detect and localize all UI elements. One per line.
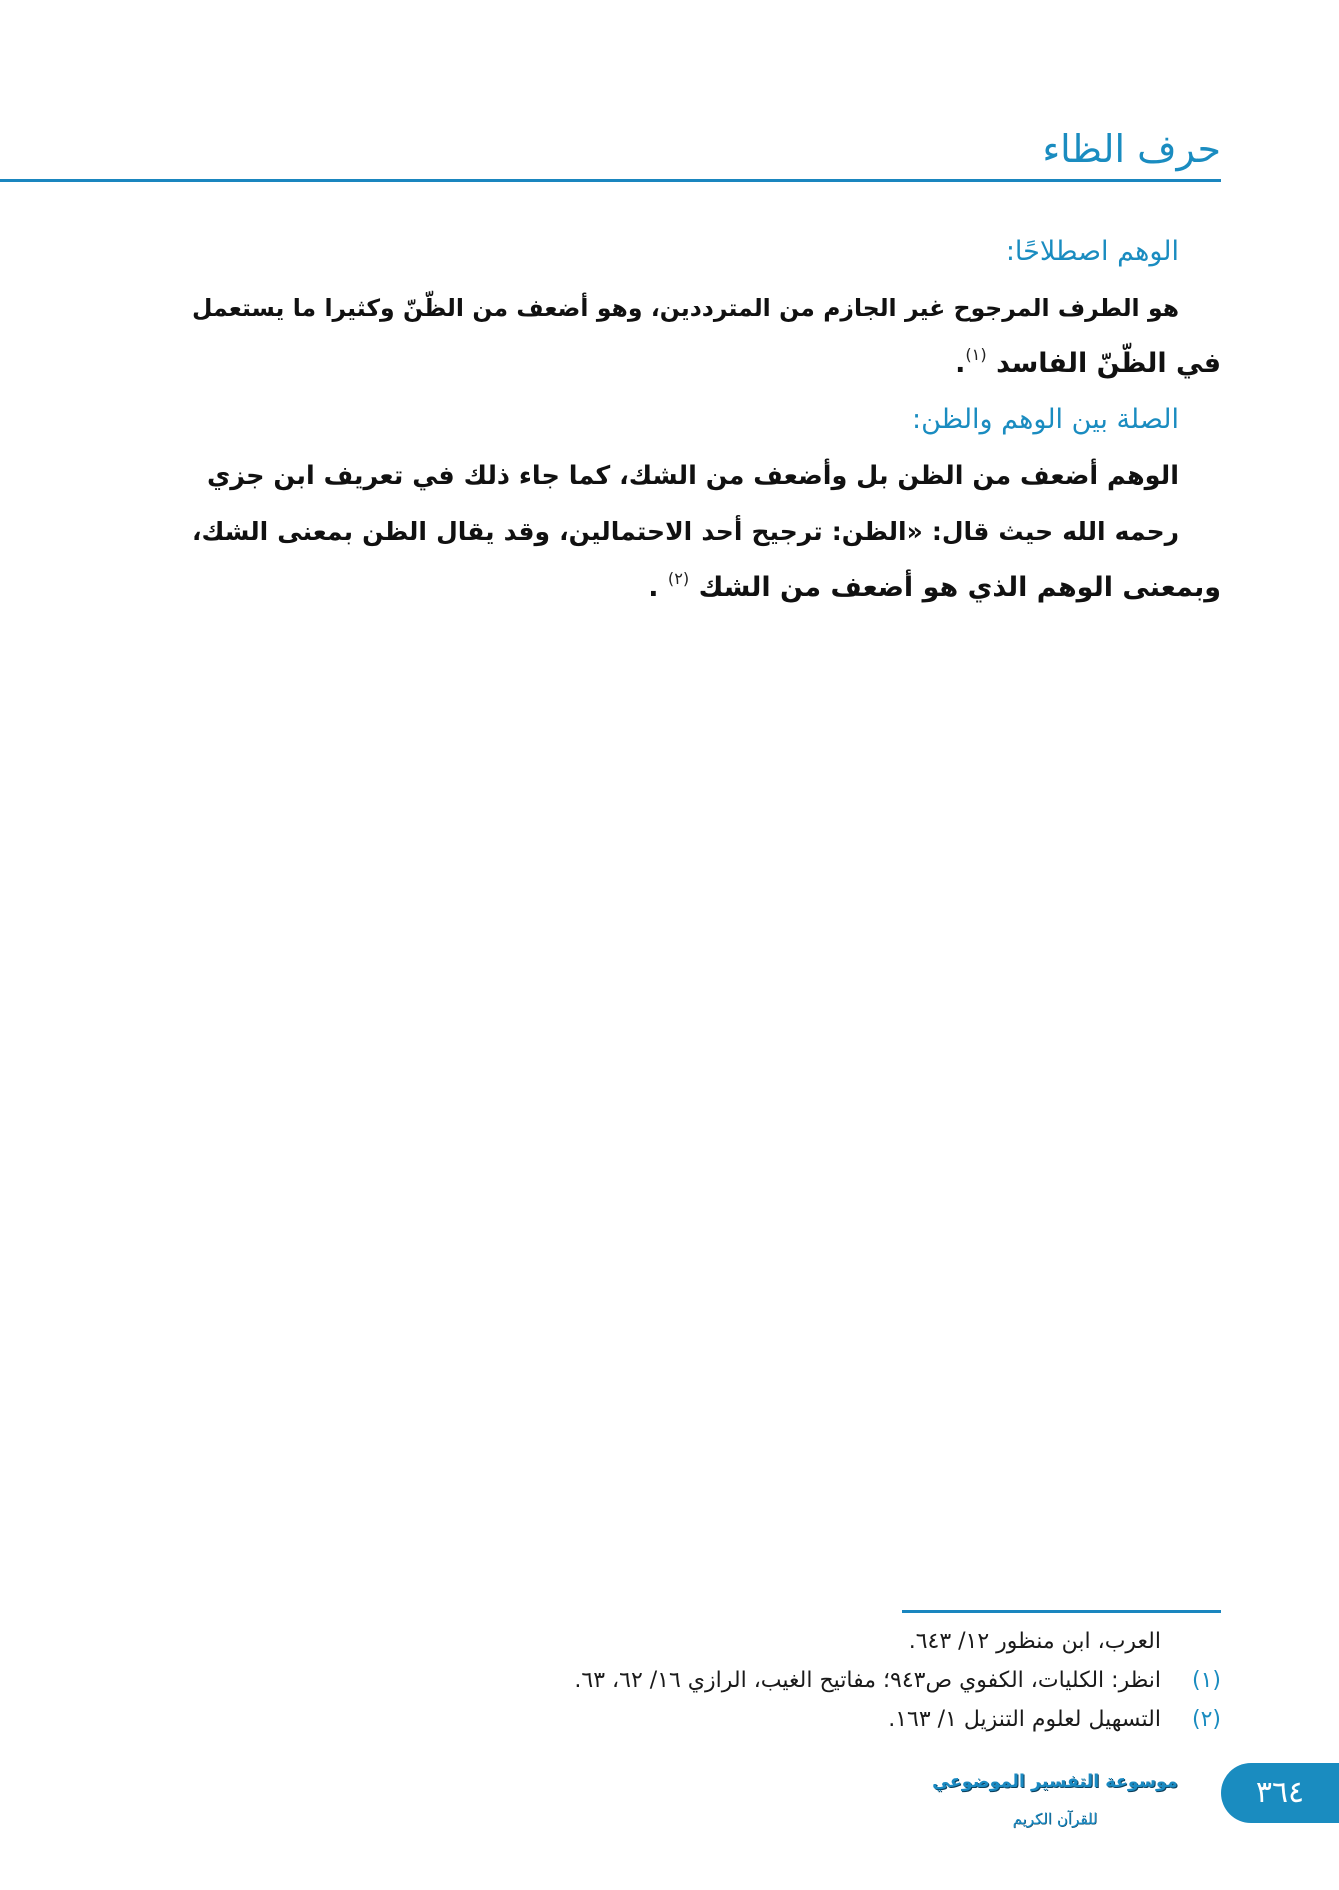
footnote-divider: [902, 1610, 1221, 1613]
page-number: ٣٦٤: [1255, 1775, 1305, 1810]
page-number-tab: [1221, 1763, 1339, 1823]
body-line: [192, 336, 1221, 392]
sentence-end: .: [648, 572, 659, 603]
footnote-text: انظر: الكليات، الكفوي ص٩٤٣؛ مفاتيح الغيب، الرازي ١٦/ ٦٢، ٦٣.: [574, 1668, 1161, 1693]
footnote-marker: (٢): [1191, 1707, 1221, 1732]
body-line: الوهم أضعف من الظن بل وأضعف من الشك، كما جاء ذلك في تعريف ابن جزي: [206, 461, 1179, 491]
footnote-reference: (٢): [667, 568, 690, 588]
header-divider: [0, 179, 1221, 182]
footnote-reference: (١): [965, 344, 987, 364]
logo-subtitle: للقرآن الكريم: [1012, 1810, 1098, 1828]
encyclopedia-logo: [930, 1756, 1180, 1844]
chapter-title: حرف الظاء: [1042, 127, 1221, 171]
body-line-text: وبمعنى الوهم الذي هو أضعف من الشك: [698, 572, 1221, 603]
sentence-end: .: [955, 348, 966, 379]
section-heading-relation: الصلة بين الوهم والظن:: [912, 404, 1179, 435]
body-line: رحمه الله حيث قال: «الظن: ترجيح أحد الاحتمالين، وقد يقال الظن بمعنى الشك،: [192, 517, 1179, 546]
footnote-continuation: العرب، ابن منظور ١٢/ ٦٤٣.: [908, 1629, 1161, 1654]
body-line: [192, 560, 1221, 616]
section-heading-definition: الوهم اصطلاحًا:: [1005, 236, 1179, 267]
footnote-text: التسهيل لعلوم التنزيل ١/ ١٦٣.: [888, 1707, 1161, 1732]
footnote-marker: (١): [1191, 1668, 1221, 1693]
footnotes: [300, 1622, 1221, 1739]
logo-title: موسوعة التفسير الموضوعي: [932, 1772, 1178, 1792]
footnote-item: [300, 1661, 1221, 1700]
footnote-item: [300, 1700, 1221, 1739]
body-line-text: في الظّنّ الفاسد: [996, 348, 1221, 379]
body-line: هو الطرف المرجوح غير الجازم من المترددين، وهو أضعف من الظّنّ وكثيرا ما يستعمل: [192, 294, 1179, 322]
main-text: [192, 224, 1221, 616]
